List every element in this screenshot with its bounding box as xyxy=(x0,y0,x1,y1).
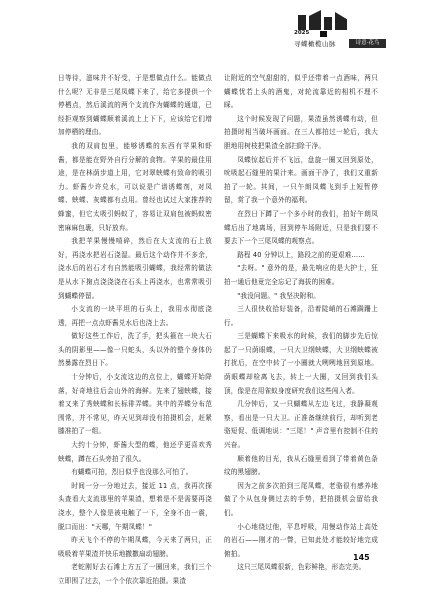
paragraph: 三是蝴蝶下来吸水的时候，我们的脚步先后惊起了一只荫眼蝶，一只大卫纲蛱蝶，大卫纲蛱蝶被打扰后，在空中转了一小圈就大咧咧地回到原地。荫眼蝶却检离飞去，转上一大圈，又回到我们头顶，像是在用雀蚁身度研究我们这些闯入者。 xyxy=(224,332,378,395)
paragraph: 因为之前多次拍到三尾凤蝶，老骆很有感养地做了个从包身侧过去的手势，把拍摄机会留给我们。 xyxy=(224,481,378,517)
paragraph: 在烈日下蹲了一个多小时的我们，拍好午朗凤蝶后出了地离场，回到停车场附近，只是我们要不要去下一个三尾凤蝶的观察点。 xyxy=(224,209,378,246)
paragraph: 有蝴蝶可拍，烈日似乎也没那么可怕了。 xyxy=(71,468,193,477)
magazine-logo xyxy=(298,10,350,30)
paragraph: 我把苹果慢慢啃碎，然后在大支流的石上放好，再浇水把岩石浇湿。最后这个动作并不多余，浇水后的岩石才有自然能吸引蝴蝶，我经常的做法是从水下掬点浇浇浇在石头上再浇水，也常常吸引到蝴蝶停留。 xyxy=(58,237,212,300)
header-badge xyxy=(320,31,327,37)
paragraph: 小心地绕过他，平息呼吸，用慢动作站上高处的岩石——刚才的一瞥，已知此处才能较好地完成俯拍。 xyxy=(224,522,378,558)
article-column-left xyxy=(58,72,212,589)
paragraph: 几分钟后，又一只蝴蝶从左边飞过，我静凝观察，看出是一只大卫。正准备继续前行，却听到老骆短促、低调地说："三尾！" 声音里有控制不住的兴奋。 xyxy=(224,400,378,450)
paragraph: 做好这些工作后，洗了手，把头箍在一块大石头的阴影里——像一只蛇头，头以外的整个身体仍然暴露在烈日下。 xyxy=(58,332,212,368)
paragraph: 昨天飞个不停的午期凤蝶，今天来了两只，正吸吸着苹果渣并快乐地撒撒扇动翅膀。 xyxy=(58,536,212,558)
header-year: 2025 xyxy=(294,30,310,36)
page-number: 145 xyxy=(353,553,370,562)
paragraph: 老蛇刚好去石滩上方五了一圈回来，我们三个立即围了过去，一个个依次靠近拍摄。果渣 xyxy=(58,563,212,585)
paragraph: 这只三尾凤蝶很新，色彩鲜艳，形态完美。 xyxy=(237,563,366,572)
paragraph: 路程 40 分钟以上，路段之前的更艰难…… xyxy=(237,250,366,259)
header-title: 寻蝶橄榄山脉 xyxy=(294,40,336,48)
paragraph: 大约十分钟，虾酱大型的蝶，他还乎更喜欢秀蛱蝶，蹲在石头旁拍了很久。 xyxy=(58,441,212,463)
paragraph: 日等待，滋味并不好受，于是想做点什么。能做点什么呢？无非是三尾凤蝶下来了，给它多提供一个停栖点，然后溪流的两个支流作为蝴蝶的通道，已经拒观察到蝴蝶顺着溪流上上下下，应该给它们增加停栖的理由。 xyxy=(58,74,212,137)
paragraph: 凤蝶惊起后并不飞远，盘旋一圈又回到原处，吮吸起石缝里的果汁来。画面干净了，我们又重新拍了一轮。其间，一只午朗凤蝶飞到手上短暂停留，赏了我一个意外的福利。 xyxy=(224,155,378,205)
paragraph: 时间一分一分地过去，接近 11 点，我再次探头查看大支流那里的苹果渣，想着是不是需要再浇浇水，整个人像是被电触了一下，全身不由一震，脱口而出："天哪，午期凤蝶！" xyxy=(58,481,212,531)
paragraph: "我没问题。" 我坚决附和。 xyxy=(237,291,320,300)
paragraph: 小支流的一块平坦的石头上，我用水彻底浇透，再把一点点虾酱兑水后也浇上去。 xyxy=(58,305,212,327)
article-column-right xyxy=(224,72,378,575)
paragraph: 这个时候发现了问题，果渣虽然诱蝶有动，但拍摄时相当破坏画面。在三人都拍过一轮后，我大胆地用树枝把果渣全部扫除干净。 xyxy=(224,114,378,150)
paragraph: 三人很快收拾好装备，沿着陡峭的石滩蹒跚上行。 xyxy=(224,305,378,327)
header-column-tag: 诗意·花鸟 xyxy=(349,39,386,48)
paragraph: 十分钟后，小支流这边的点位上，蝴蝶开始降落，好奇地往后会山外的海鲜。先来了翅蛱蝶，接着又来了秀蛱蝶和长标徘弄蝶。其中的弄蝶分布范围常，并不常见，昨天见到却没有拍摄机会，赶紧膝准拍了一组。 xyxy=(58,373,212,436)
paragraph: 让附近的空气甜甜的，似乎还带着一点酒味，两只蝴蝶忧若上头的酒鬼，对轮流靠近的相机不理不睬。 xyxy=(224,74,378,110)
paragraph: 顺着他的目光，我从石缝里看到了带着黄色条纹的黑翅膀。 xyxy=(224,454,378,477)
paragraph: "去呀。" 意外的是，最先响应的是大护士，狂拍一通后他竟完全忘记了海拔的困难。 xyxy=(224,264,378,286)
paragraph: 我的双肩包里，能够诱蝶的东西有苹果和虾酱，都是能在野外自行分解的食物。苹果的最佳用途，是在林荫步道上用，它对翠蛱蝶有致命的吸引力。虾酱少许兑水，可以说是广谱诱蝶剂，对凤蝶、蛱蝶、灰蝶都有点用。曾经也试过大家推荐的蜂蜜，但它太吸引蚂蚁了，容易让双肩包被蚂蚁密密麻麻包裹，只好放弃。 xyxy=(58,141,212,232)
